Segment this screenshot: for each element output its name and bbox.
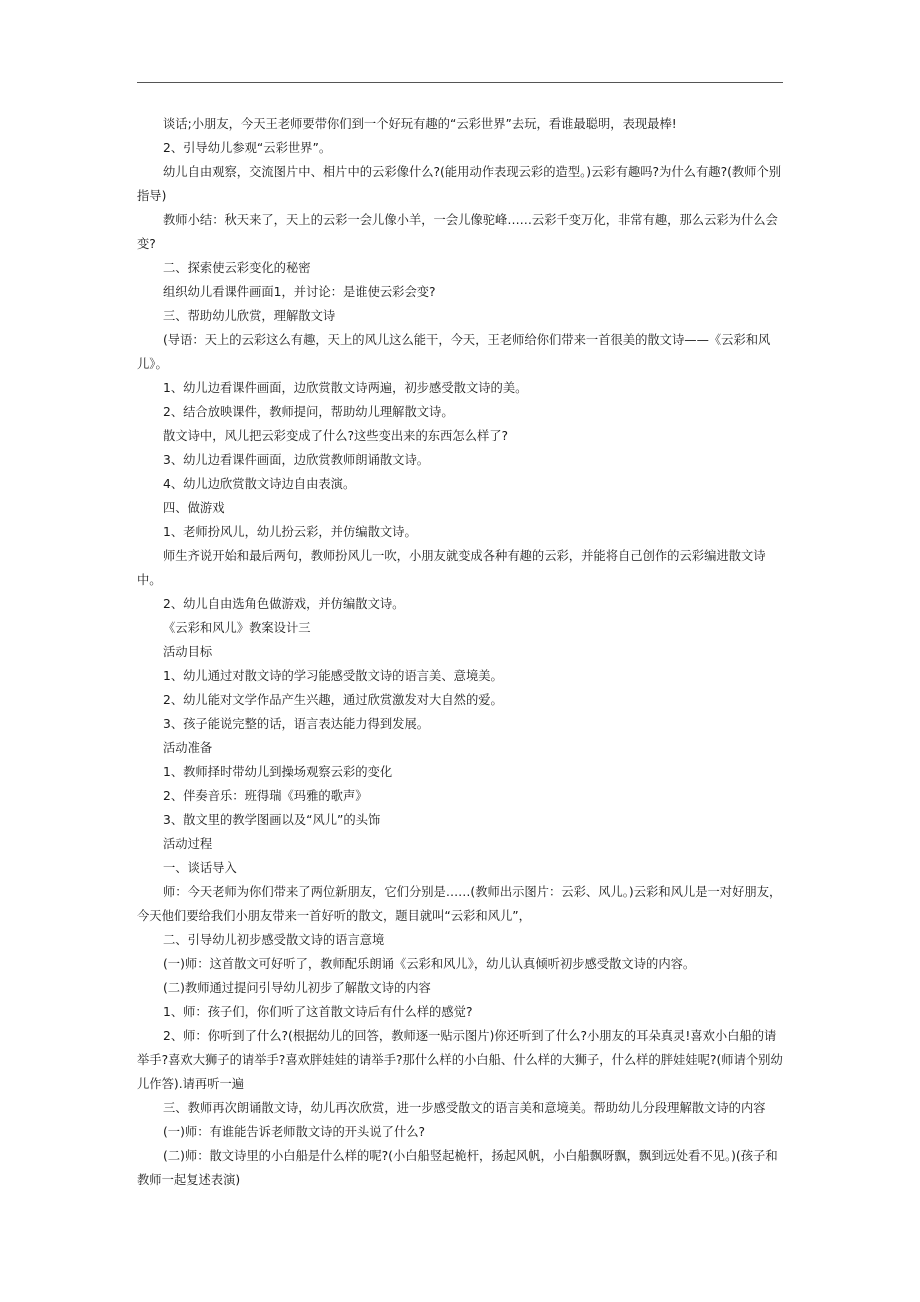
paragraph: 3、孩子能说完整的话，语言表达能力得到发展。 — [163, 717, 430, 731]
paragraph: (导语：天上的云彩这么有趣，天上的风儿这么能干，今天，王老师给你们带来一首很美的散文诗——《云彩和风儿》。 — [137, 333, 771, 371]
paragraph: 活动目标 — [163, 645, 213, 659]
paragraph: (二)师：散文诗里的小白船是什么样的呢?(小白船竖起桅杆，扬起风帆，小白船飘呀飘，飘到远处看不见。)(孩子和教师一起复述表演) — [137, 1149, 778, 1187]
paragraph: 活动过程 — [163, 837, 213, 851]
paragraph: 1、师：孩子们，你们听了这首散文诗后有什么样的感觉? — [163, 1005, 473, 1019]
paragraph: (二)教师通过提问引导幼儿初步了解散文诗的内容 — [163, 981, 431, 995]
document-body — [137, 112, 787, 1192]
paragraph: 二、探索使云彩变化的秘密 — [163, 261, 311, 275]
paragraph: (一)师：这首散文可好听了，教师配乐朗诵《云彩和风儿》，幼儿认真倾听初步感受散文诗的内容。 — [163, 957, 696, 971]
paragraph: 4、幼儿边欣赏散文诗边自由表演。 — [163, 477, 356, 491]
paragraph: 2、师：你听到了什么?(根据幼儿的回答，教师逐一贴示图片)你还听到了什么?小朋友的耳朵真灵!喜欢小白船的请举手?喜欢大狮子的请举手?喜欢胖娃娃的请举手?那什么样的小白船、什么样的大狮子，什么样的胖娃娃呢?(师请个别幼儿作答).请再听一遍 — [137, 1029, 783, 1091]
paragraph: 幼儿自由观察，交流图片中、相片中的云彩像什么?(能用动作表现云彩的造型。)云彩有趣吗?为什么有趣?(教师个别指导) — [137, 165, 782, 203]
paragraph: 二、引导幼儿初步感受散文诗的语言意境 — [163, 933, 385, 947]
paragraph: 2、幼儿自由选角色做游戏，并仿编散文诗。 — [163, 597, 405, 611]
paragraph: 四、做游戏 — [163, 501, 225, 515]
paragraph: 1、幼儿通过对散文诗的学习能感受散文诗的语言美、意境美。 — [163, 669, 503, 683]
paragraph: 谈话;小朋友，今天王老师要带你们到一个好玩有趣的“云彩世界”去玩，看谁最聪明，表现最棒! — [163, 117, 677, 131]
paragraph: 1、老师扮风儿，幼儿扮云彩，并仿编散文诗。 — [163, 525, 417, 539]
paragraph: (一)师：有谁能告诉老师散文诗的开头说了什么? — [163, 1125, 426, 1139]
paragraph: 一、谈话导入 — [163, 861, 237, 875]
paragraph: 3、幼儿边看课件画面，边欣赏教师朗诵散文诗。 — [163, 453, 430, 467]
paragraph: 三、教师再次朗诵散文诗，幼儿再次欣赏，进一步感受散文的语言美和意境美。帮助幼儿分段理解散文诗的内容 — [163, 1101, 766, 1115]
header-rule — [137, 82, 783, 83]
paragraph: 2、引导幼儿参观“云彩世界”。 — [163, 141, 332, 155]
paragraph: 散文诗中，风儿把云彩变成了什么?这些变出来的东西怎么样了? — [163, 429, 509, 443]
paragraph: 组织幼儿看课件画面1，并讨论：是谁使云彩会变? — [163, 285, 436, 299]
paragraph: 师生齐说开始和最后两句，教师扮风儿一吹，小朋友就变成各种有趣的云彩，并能将自己创作的云彩编进散文诗中。 — [137, 549, 766, 587]
paragraph: 三、帮助幼儿欣赏，理解散文诗 — [163, 309, 336, 323]
paragraph: 2、结合放映课件，教师提问，帮助幼儿理解散文诗。 — [163, 405, 454, 419]
paragraph: 《云彩和风儿》教案设计三 — [163, 621, 311, 635]
paragraph: 3、散文里的教学图画以及“风儿”的头饰 — [163, 813, 381, 827]
paragraph: 2、幼儿能对文学作品产生兴趣，通过欣赏激发对大自然的爱。 — [163, 693, 503, 707]
paragraph: 教师小结：秋天来了，天上的云彩一会儿像小羊，一会儿像驼峰……云彩千变万化，非常有趣，那么云彩为什么会变? — [137, 213, 778, 251]
paragraph: 活动准备 — [163, 741, 213, 755]
paragraph: 2、伴奏音乐：班得瑞《玛雅的歌声》 — [163, 789, 368, 803]
paragraph: 师：今天老师为你们带来了两位新朋友，它们分别是……(教师出示图片：云彩、风儿。)云彩和风儿是一对好朋友，今天他们要给我们小朋友带来一首好听的散文，题目就叫“云彩和风儿”， — [137, 885, 782, 923]
paragraph: 1、教师择时带幼儿到操场观察云彩的变化 — [163, 765, 393, 779]
paragraph: 1、幼儿边看课件画面，边欣赏散文诗两遍，初步感受散文诗的美。 — [163, 381, 528, 395]
